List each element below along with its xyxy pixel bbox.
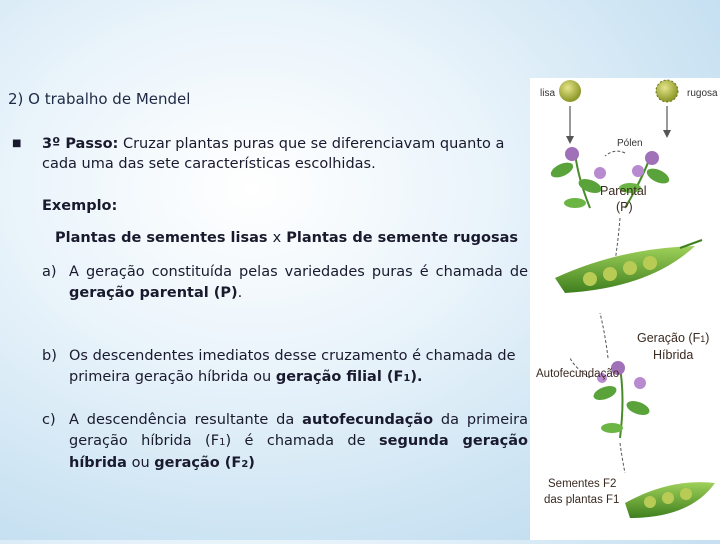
smooth-label: lisa — [540, 88, 556, 99]
f1-pea-pod-icon — [555, 240, 702, 293]
item-b-text: Os descendentes imediatos desse cruzamento é chamada de primeira geração híbrida ou — [69, 348, 516, 385]
parent-plant-left-icon — [549, 147, 606, 208]
item-c-bold3: geração (F — [154, 455, 242, 471]
hybrid-label: Híbrida — [653, 348, 694, 362]
item-c-text3: ) é chamada de — [225, 433, 379, 449]
item-c-sub1: 1 — [219, 437, 226, 448]
step-text: Cruzar plantas puras que se diferenciavam quanto a cada uma das sete características escolhidas. — [42, 136, 505, 172]
item-c-text1: A descendência resultante da — [69, 412, 303, 428]
item-a-bold: geração parental (P) — [69, 285, 238, 301]
item-c-sub2: 2 — [241, 459, 249, 470]
item-c — [42, 410, 528, 475]
item-b-label: b) — [42, 348, 57, 364]
parental-p-label: (P) — [616, 200, 633, 214]
wrinkled-label: rugosa — [687, 88, 718, 99]
smooth-seed-icon — [559, 80, 581, 102]
arrow-down-icon — [620, 443, 625, 473]
cross-right: Plantas de semente rugosas — [286, 230, 519, 246]
f1-generation-label: Geração (F1) — [637, 331, 710, 345]
f2-pea-pod-icon — [625, 482, 715, 518]
step-label: 3º Passo: — [42, 136, 119, 152]
item-b-sub: 1 — [403, 373, 411, 384]
f2-seeds-label: Sementes F2 — [548, 478, 617, 490]
self-fertilization-label: Autofecundação — [536, 368, 620, 380]
cross-symbol: x — [272, 230, 282, 246]
item-c-text2: da primeira geração híbrida (F — [69, 412, 528, 449]
f1-plants-label: das plantas F1 — [544, 494, 620, 506]
item-a-end: . — [237, 285, 243, 301]
parental-label: Parental — [600, 184, 647, 198]
item-c-bold1: autofecundação — [302, 412, 434, 428]
step-bullet-paragraph — [12, 134, 532, 174]
arrow-up-icon — [600, 313, 608, 358]
arrow-head-icon — [663, 130, 671, 138]
square-bullet-icon: ■ — [12, 138, 22, 149]
item-c-label: c) — [42, 412, 56, 428]
item-a-text: A geração constituída pelas variedades puras é chamada de — [69, 264, 528, 280]
cross-left: Plantas de sementes lisas — [55, 230, 268, 246]
example-heading: Exemplo: — [42, 198, 118, 214]
item-c-bold2: segunda geração híbrida — [69, 433, 528, 471]
item-c-text4: ou — [126, 455, 155, 471]
pollen-arrow-icon — [605, 151, 625, 156]
slide-title: 2) O trabalho de Mendel — [8, 90, 191, 108]
cross-statement — [55, 230, 518, 246]
wrinkled-seed-icon — [656, 80, 678, 102]
item-c-end: ) — [248, 455, 255, 471]
arrow-head-icon — [566, 136, 574, 144]
item-b-bold: geração filial (F — [275, 369, 404, 385]
mendel-cross-illustration — [530, 78, 720, 540]
pollen-label: Pólen — [617, 138, 643, 149]
item-a-label: a) — [42, 264, 57, 280]
item-b-end: ). — [410, 369, 423, 385]
item-b — [42, 346, 528, 389]
item-a — [42, 262, 528, 304]
